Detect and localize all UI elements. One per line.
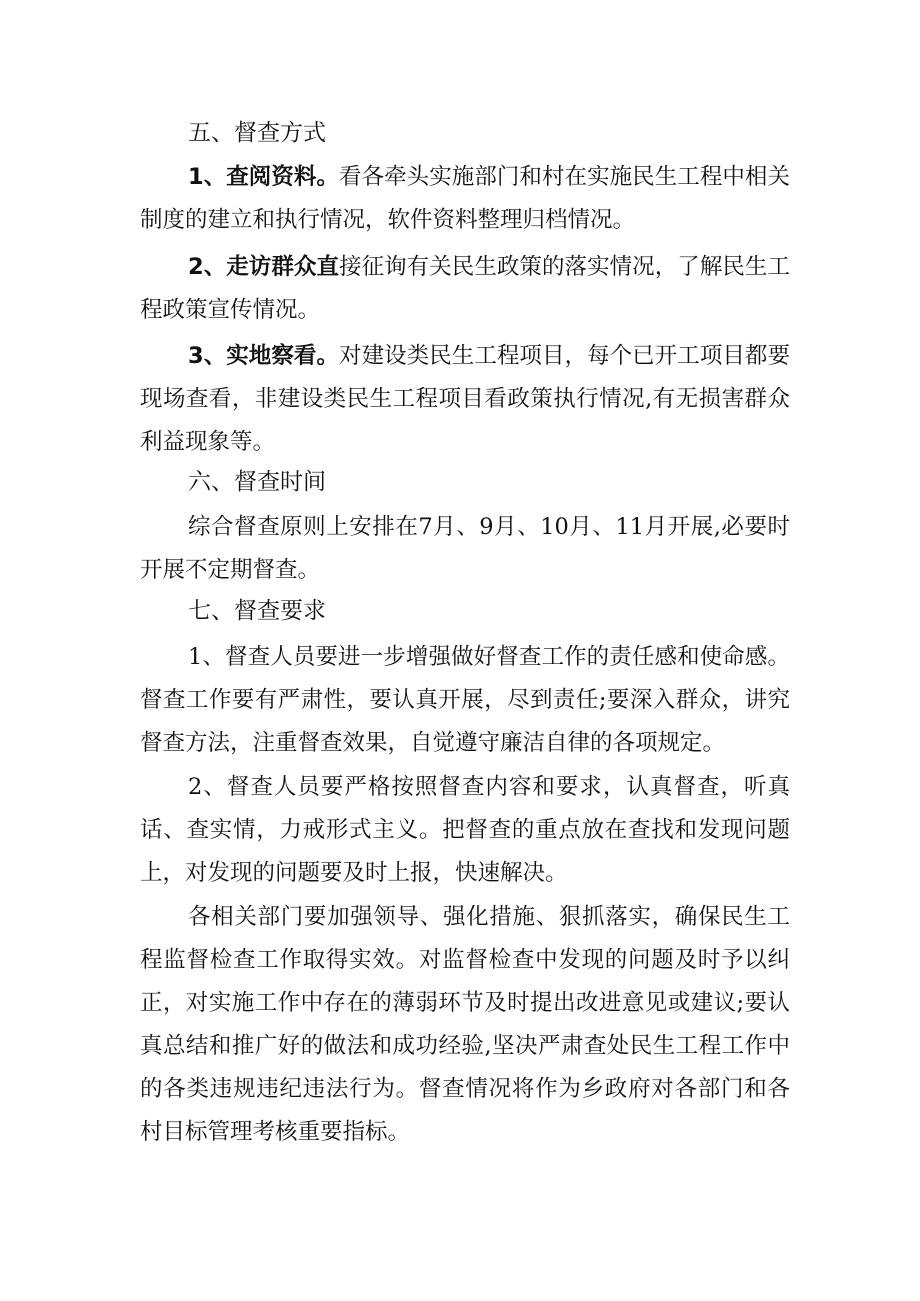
item-2-text: 接征询有关民生政策的落实情况，了解民生工程政策宣传情况。 (140, 254, 790, 323)
section-7-paragraph-2: 2、督查人员要严格按照督查内容和要求，认真督查，听真话、查实情，力戒形式主义。把督查的重点放在查找和发现问题上，对发现的问题要及时上报，快速解决。 (140, 774, 790, 886)
item-2-lead: 2、走访群众直 (188, 254, 340, 280)
section-7-heading: 七、督查要求 (188, 598, 326, 624)
section-5-item-1 (140, 156, 790, 242)
section-7-paragraph-1: 1、督查人员要进一步增强做好督查工作的责任感和使命感。督查工作要有严肃性，要认真开展，尽到责任;要深入群众，讲究督查方法，注重督查效果，自觉遵守廉洁自律的各项规定。 (140, 644, 790, 756)
section-6-heading: 六、督查时间 (188, 469, 326, 495)
section-7-paragraph-3: 各相关部门要加强领导、强化措施、狠抓落实，确保民生工程监督检查工作取得实效。对监督检查中发现的问题及时予以纠正，对实施工作中存在的薄弱环节及时提出改进意见或建议;要认真总结和推广好的做法和成功经验,坚决严肃查处民生工程工作中的各类违规违纪违法行为。督查情况将作为乡政府对各部门和各村目标管理考核重要指标。 (140, 904, 790, 1145)
section-5-item-3 (140, 335, 790, 464)
section-5-item-2 (140, 246, 790, 332)
item-1-text: 看各牵头实施部门和村在实施民生工程中相关制度的建立和执行情况，软件资料整理归档情况。 (140, 164, 790, 233)
item-1-lead: 1、查阅资料。 (188, 164, 340, 190)
item-3-text: 对建设类民生工程项目，每个已开工项目都要现场查看，非建设类民生工程项目看政策执行情况,有无损害群众利益现象等。 (140, 343, 790, 455)
item-3-lead: 3、实地察看。 (188, 343, 340, 369)
section-5-heading: 五、督查方式 (188, 120, 326, 146)
section-6-body: 综合督查原则上安排在7月、9月、10月、11月开展,必要时开展不定期督查。 (140, 514, 790, 583)
